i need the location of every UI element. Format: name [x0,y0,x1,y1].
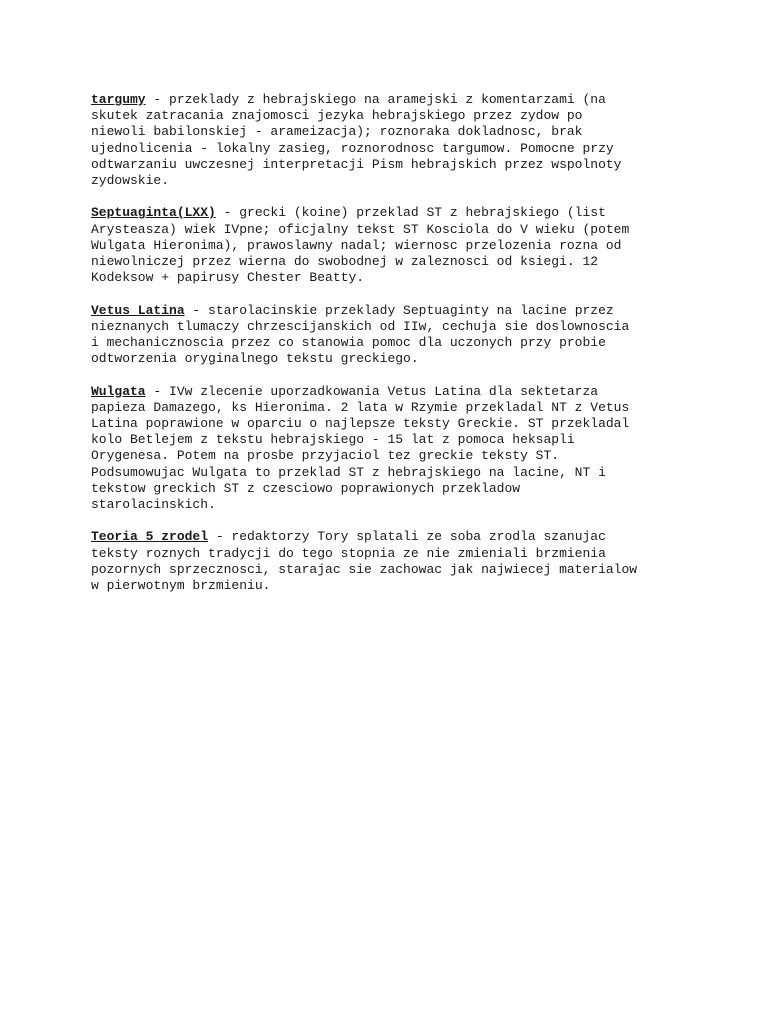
entry-text-line: w pierwotnym brzmieniu. [91,578,271,594]
entry-text-line: skutek zatracania znajomosci jezyka hebrajskiego przez zydow po [91,108,583,124]
entry-text-line: Podsumowujac Wulgata to przeklad ST z hebrajskiego na lacine, NT i [91,464,606,480]
entry-teoria-5-zrodel [91,529,691,594]
term-heading: Septuaginta(LXX) [91,205,216,221]
entry-text-line: starolacinskich. [91,497,216,513]
entry-text-line: Kodeksow + papirusy Chester Beatty. [91,270,365,286]
term-heading: Vetus Latina [91,302,185,318]
entry-text-line: Wulgata Hieronima), prawoslawny nadal; wiernosc przelozenia rozna od [91,237,622,253]
term-heading: Teoria 5 zrodel [91,529,209,545]
entry-text-line: nieznanych tlumaczy chrzescijanskich od IIw, cechuja sie doslownoscia [91,318,630,334]
entry-text-line: Arysteasza) wiek IVpne; oficjalny tekst ST Kosciola do V wieku (potem [91,221,630,237]
entry-text-line: - IVw zlecenie uporzadkowania Vetus Latina dla sektetarza [145,383,599,399]
entry-text-line: - grecki (koine) przeklad ST z hebrajskiego (list [215,205,606,221]
entry-text-line: - redaktorzy Tory splatali ze soba zrodla szanujac [208,529,606,545]
entry-text-line: papieza Damazego, ks Hieronima. 2 lata w Rzymie przekladal NT z Vetus [91,399,630,415]
entry-text-line: i mechanicznoscia przez co stanowia pomoc dla uczonych przy probie [91,335,606,351]
entry-text-line: niewoli babilonskiej - arameizacja); roznoraka dokladnosc, brak [91,124,583,140]
entry-septuaginta [91,205,691,286]
entry-text-line: Latina poprawione w oparciu o najlepsze teksty Greckie. ST przekladal [91,416,630,432]
entry-text-line: niewolniczej przez wierna do swobodnej w zaleznosci od ksiegi. 12 [91,254,599,270]
term-heading: targumy [91,92,146,107]
entry-text-line: ujednolicenia - lokalny zasieg, roznorodnosc targumow. Pomocne przy [91,140,614,156]
entry-vetus-latina [91,303,691,368]
entry-text-line: tekstow greckich ST z czesciowo poprawionych przekladow [91,480,521,496]
entry-text-line: - starolacinskie przeklady Septuaginty na lacine przez [184,302,614,318]
entry-targumy [91,92,691,189]
entry-text-line: pozornych sprzecznosci, starajac sie zachowac jak najwiecej materialow [91,561,638,577]
entry-text-line: Orygenesa. Potem na prosbe przyjaciol tez greckie teksty ST. [91,448,560,464]
entry-wulgata [91,384,691,514]
entry-text-line: odtwarzaniu uwczesnej interpretacji Pism hebrajskich przez wspolnoty [91,156,622,172]
document-body [91,92,691,610]
entry-text-line: zydowskie. [91,173,170,189]
term-heading: Wulgata [91,383,146,399]
entry-text-line: teksty roznych tradycji do tego stopnia ze nie zmieniali brzmienia [91,545,606,561]
entry-text-line: odtworzenia oryginalnego tekstu greckiego. [91,351,419,367]
entry-text-line: - przeklady z hebrajskiego na aramejski z komentarzami (na [145,92,606,107]
entry-text-line: kolo Betlejem z tekstu hebrajskiego - 15 lat z pomoca heksapli [91,432,575,448]
